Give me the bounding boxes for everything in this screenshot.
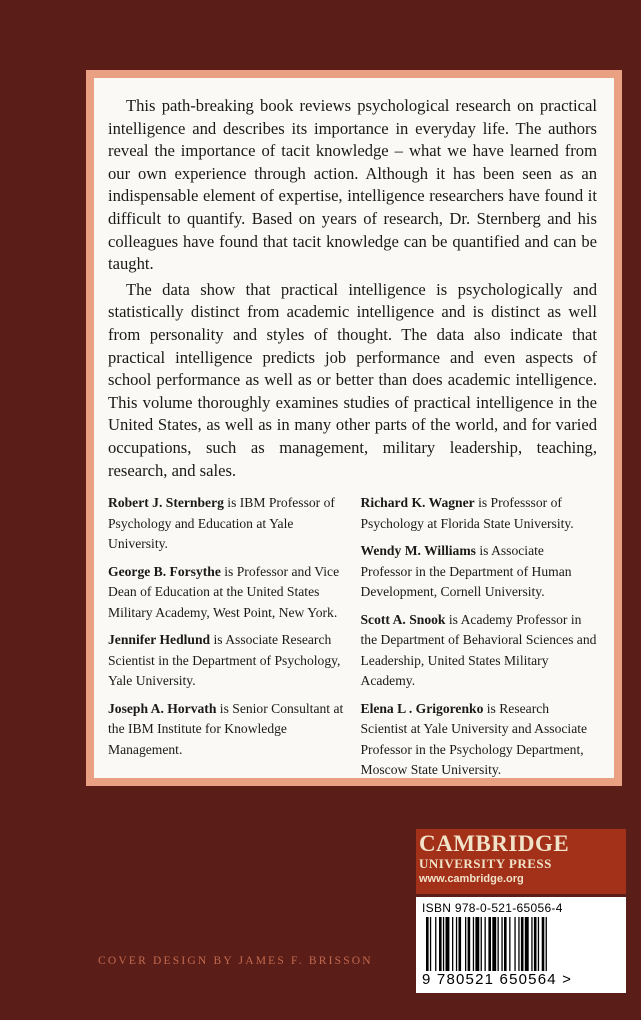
barcode-bar <box>498 917 499 971</box>
barcode-bar <box>546 917 547 971</box>
publisher-logo <box>416 829 626 894</box>
author-bio <box>108 562 345 624</box>
author-bio <box>108 493 345 555</box>
blurb <box>108 95 597 482</box>
barcode-bar <box>534 917 537 971</box>
publisher-url: www.cambridge.org <box>419 873 524 885</box>
barcode-bar <box>509 917 510 971</box>
author-name: Scott A. Snook <box>360 611 446 627</box>
barcode-bar <box>443 917 444 971</box>
author-bio-text: is Associate Research Scientist in the Department of Psychology, Yale University. <box>108 632 341 689</box>
isbn-barcode <box>416 897 626 993</box>
publisher-name: CAMBRIDGE <box>419 831 570 856</box>
barcode-bar <box>459 917 462 971</box>
barcode-bar <box>426 917 429 971</box>
barcode-bar <box>452 917 453 971</box>
barcode-bar <box>475 917 479 971</box>
barcode-bar <box>514 917 515 971</box>
bios-left-column <box>108 493 345 788</box>
author-name: Wendy M. Williams <box>360 543 476 559</box>
author-bio-text: is IBM Professor of Psychology and Education at Yale University. <box>108 495 335 552</box>
author-bio-text: is Research Scientist at Yale University and Associate Professor in the Psychology Department, Moscow State University. <box>360 700 588 778</box>
barcode-bar <box>531 917 532 971</box>
blurb-paragraph-2: The data show that practical intelligence is psychologically and statistically distinct from academic intelligence and is distinct as well from personality and styles of thought. The data also indicate that practical intelligence predicts job performance and even aspects of school performance as well as or better than does academic intelligence. This volume thoroughly examines studies of practical intelligence in the United States, as well as in many other parts of the world, and for varied occupations, such as management, military leadership, teaching, research, and sales. <box>108 279 597 480</box>
barcode-bar <box>521 917 524 971</box>
author-bio-text: is Academy Professor in the Department of Behavioral Sciences and Leadership, United States Military Academy. <box>360 611 597 689</box>
barcode-bar <box>473 917 474 971</box>
barcode-bar <box>492 917 496 971</box>
barcode-bar <box>446 917 450 971</box>
barcode-bar <box>456 917 457 971</box>
barcode-bar <box>465 917 466 971</box>
isbn-label: ISBN 978-0-521-65056-4 <box>422 901 563 915</box>
author-bio <box>361 541 598 603</box>
author-bio-text: is Senior Consultant at the IBM Institute for Knowledge Management. <box>108 700 344 757</box>
author-bio <box>108 630 345 692</box>
author-bio-text: is Professor and Vice Dean of Education at the United States Military Academy, West Point, New York. <box>108 563 340 620</box>
isbn-digits: 9 780521 650564 > <box>422 971 573 988</box>
barcode-bar <box>538 917 539 971</box>
barcode-bar <box>468 917 471 971</box>
cover-design-credit: COVER DESIGN BY JAMES F. BRISSON <box>98 955 373 967</box>
author-name: Jennifer Hedlund <box>108 632 211 648</box>
barcode-bar <box>430 917 431 971</box>
author-name: Joseph A. Horvath <box>108 700 217 716</box>
barcode-bar <box>481 917 482 971</box>
barcode-bar <box>485 917 486 971</box>
barcode-bar <box>439 917 442 971</box>
barcode-bar <box>525 917 529 971</box>
barcode-bars <box>422 917 620 971</box>
barcode-bar <box>435 917 436 971</box>
author-bios <box>108 493 597 788</box>
description-panel-inner <box>94 78 614 778</box>
author-name: Robert J. Sternberg <box>108 495 224 511</box>
author-bio <box>108 699 345 761</box>
barcode-bar <box>504 917 507 971</box>
description-panel <box>86 70 622 786</box>
author-name: Elena L . Grigorenko <box>360 700 484 716</box>
barcode-bar <box>488 917 491 971</box>
barcode-bar <box>501 917 502 971</box>
blurb-paragraph-1: This path-breaking book reviews psychological research on practical intelligence and describes its importance in everyday life. The authors reveal the importance of tacit knowledge – what we have learned from our own experience through action. Although it has been seen as an indispensable element of expertise, intelligence researchers have found it difficult to quantify. Based on years of research, Dr. Sternberg and his colleagues have found that tacit knowledge can be quantified and can be taught. <box>108 96 597 274</box>
author-bio-text: is Professsor of Psychology at Florida State University. <box>360 495 574 531</box>
author-bio <box>361 699 598 781</box>
author-name: George B. Forsythe <box>108 563 221 579</box>
barcode-bar <box>542 917 545 971</box>
author-bio <box>361 493 598 534</box>
bios-right-column <box>361 493 598 788</box>
author-bio <box>361 610 598 692</box>
author-name: Richard K. Wagner <box>360 495 475 511</box>
publisher-subtitle: UNIVERSITY PRESS <box>419 856 552 871</box>
barcode-bar <box>518 917 519 971</box>
author-bio-text: is Associate Professor in the Department of Human Development, Cornell University. <box>360 543 572 600</box>
